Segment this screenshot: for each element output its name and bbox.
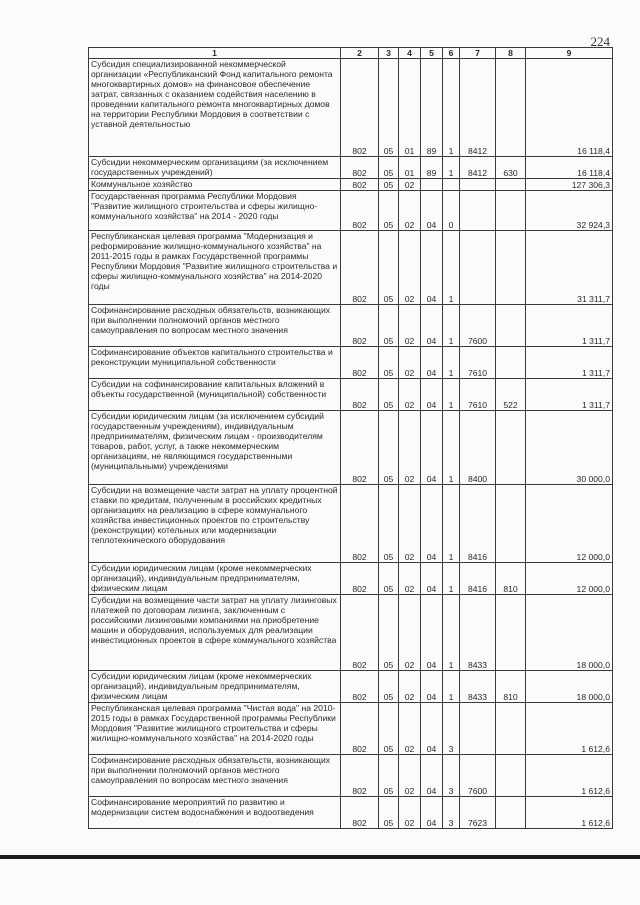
row-name-cell: Софинансирование объектов капитального строительства и реконструкции муниципальной собственности bbox=[89, 347, 341, 379]
article-cell: 7610 bbox=[460, 347, 496, 379]
expense-type-cell: 522 bbox=[496, 379, 526, 411]
amount-cell: 31 311,7 bbox=[526, 231, 613, 305]
article-cell bbox=[460, 191, 496, 231]
section-cell: 05 bbox=[379, 485, 399, 563]
expense-type-cell bbox=[496, 305, 526, 347]
program-cell: 89 bbox=[421, 157, 443, 179]
table-row bbox=[89, 379, 613, 411]
subsection-cell: 02 bbox=[399, 179, 421, 191]
row-name-cell: Субсидии на возмещение части затрат на уплату процентной ставки по кредитам, полученным в российских кредитных организациях на реализацию в сфере коммунального хозяйства инвестиционных проектов по строительству (реконструкции) котельных или модернизации теплотехнического оборудования bbox=[89, 485, 341, 563]
section-cell: 05 bbox=[379, 231, 399, 305]
expense-type-cell bbox=[496, 703, 526, 755]
expense-type-cell bbox=[496, 59, 526, 157]
table-row bbox=[89, 411, 613, 485]
table-row bbox=[89, 595, 613, 671]
subprogram-cell: 3 bbox=[443, 797, 460, 829]
program-cell: 04 bbox=[421, 305, 443, 347]
table-row bbox=[89, 179, 613, 191]
section-cell: 05 bbox=[379, 59, 399, 157]
subsection-cell: 02 bbox=[399, 563, 421, 595]
row-name-cell: Субсидии на возмещение части затрат на уплату лизинговых платежей по договорам лизинга, заключенным с российскими лизинговыми компаниями на приобретение машин и оборудования, используемых для реализации инвестиционных проектов в сфере коммунального хозяйства bbox=[89, 595, 341, 671]
row-name-cell: Республиканская целевая программа "Модернизация и реформирование жилищно-коммунального хозяйства" на 2011-2015 годы в рамках Государственной программы Республики Мордовия "Развитие жилищного строительства и сферы жилищно-коммунального хозяйства" на 2014-2020 годы bbox=[89, 231, 341, 305]
program-cell: 04 bbox=[421, 411, 443, 485]
table-row bbox=[89, 157, 613, 179]
program-cell: 04 bbox=[421, 485, 443, 563]
table-row bbox=[89, 305, 613, 347]
admin-code-cell: 802 bbox=[341, 231, 379, 305]
row-name-cell: Коммунальное хозяйство bbox=[89, 179, 341, 191]
expense-type-cell bbox=[496, 485, 526, 563]
subprogram-cell: 1 bbox=[443, 411, 460, 485]
admin-code-cell: 802 bbox=[341, 797, 379, 829]
program-cell: 04 bbox=[421, 797, 443, 829]
section-cell: 05 bbox=[379, 797, 399, 829]
admin-code-cell: 802 bbox=[341, 703, 379, 755]
expense-type-cell bbox=[496, 347, 526, 379]
row-name-cell: Республиканская целевая программа "Чистая вода" на 2010-2015 годы в рамках Государственной программы Республики Мордовия "Развитие жилищного строительства и сферы жилищно-коммунального хозяйства" на 2014-2020 годы bbox=[89, 703, 341, 755]
amount-cell: 18 000,0 bbox=[526, 595, 613, 671]
subprogram-cell: 3 bbox=[443, 755, 460, 797]
admin-code-cell: 802 bbox=[341, 59, 379, 157]
row-name-cell: Субсидии юридическим лицам (за исключением субсидий государственным учреждениям), индивидуальным предпринимателям, физическим лицам - производителям товаров, работ, услуг, а также некоммерческим организациям, не являющимся государственными (муниципальными) учреждениями bbox=[89, 411, 341, 485]
expense-type-cell bbox=[496, 755, 526, 797]
program-cell: 89 bbox=[421, 59, 443, 157]
section-cell: 05 bbox=[379, 563, 399, 595]
amount-cell: 32 924,3 bbox=[526, 191, 613, 231]
amount-cell: 12 000,0 bbox=[526, 563, 613, 595]
expense-type-cell bbox=[496, 231, 526, 305]
header-cell: 6 bbox=[443, 48, 460, 59]
table-row bbox=[89, 671, 613, 703]
subprogram-cell: 1 bbox=[443, 347, 460, 379]
expense-type-cell: 810 bbox=[496, 563, 526, 595]
header-cell: 4 bbox=[399, 48, 421, 59]
subprogram-cell: 1 bbox=[443, 485, 460, 563]
subsection-cell: 02 bbox=[399, 595, 421, 671]
article-cell: 7610 bbox=[460, 379, 496, 411]
header-cell: 9 bbox=[526, 48, 613, 59]
subprogram-cell: 1 bbox=[443, 305, 460, 347]
header-cell: 3 bbox=[379, 48, 399, 59]
table-row bbox=[89, 347, 613, 379]
table-row bbox=[89, 563, 613, 595]
admin-code-cell: 802 bbox=[341, 179, 379, 191]
row-name-cell: Субсидии на софинансирование капитальных вложений в объекты государственной (муниципальной) собственности bbox=[89, 379, 341, 411]
program-cell: 04 bbox=[421, 191, 443, 231]
subsection-cell: 01 bbox=[399, 59, 421, 157]
table-row bbox=[89, 703, 613, 755]
expense-type-cell: 630 bbox=[496, 157, 526, 179]
section-cell: 05 bbox=[379, 379, 399, 411]
admin-code-cell: 802 bbox=[341, 671, 379, 703]
admin-code-cell: 802 bbox=[341, 157, 379, 179]
section-cell: 05 bbox=[379, 191, 399, 231]
amount-cell: 1 612,6 bbox=[526, 755, 613, 797]
amount-cell: 30 000,0 bbox=[526, 411, 613, 485]
admin-code-cell: 802 bbox=[341, 191, 379, 231]
subsection-cell: 01 bbox=[399, 157, 421, 179]
section-cell: 05 bbox=[379, 305, 399, 347]
section-cell: 05 bbox=[379, 411, 399, 485]
subsection-cell: 02 bbox=[399, 231, 421, 305]
subprogram-cell bbox=[443, 179, 460, 191]
subsection-cell: 02 bbox=[399, 755, 421, 797]
subprogram-cell: 1 bbox=[443, 59, 460, 157]
article-cell: 8433 bbox=[460, 671, 496, 703]
row-name-cell: Софинансирование расходных обязательств, возникающих при выполнении полномочий органов местного самоуправления по вопросам местного значения bbox=[89, 755, 341, 797]
admin-code-cell: 802 bbox=[341, 347, 379, 379]
page-bottom-rule bbox=[0, 855, 640, 859]
expense-type-cell: 810 bbox=[496, 671, 526, 703]
section-cell: 05 bbox=[379, 671, 399, 703]
row-name-cell: Софинансирование расходных обязательств, возникающих при выполнении полномочий органов местного самоуправления по вопросам местного значения bbox=[89, 305, 341, 347]
header-cell: 7 bbox=[460, 48, 496, 59]
table-row bbox=[89, 231, 613, 305]
section-cell: 05 bbox=[379, 179, 399, 191]
row-name-cell: Субсидии некоммерческим организациям (за исключением государственных учреждений) bbox=[89, 157, 341, 179]
subsection-cell: 02 bbox=[399, 305, 421, 347]
admin-code-cell: 802 bbox=[341, 755, 379, 797]
article-cell: 8433 bbox=[460, 595, 496, 671]
admin-code-cell: 802 bbox=[341, 411, 379, 485]
amount-cell: 1 311,7 bbox=[526, 305, 613, 347]
program-cell: 04 bbox=[421, 755, 443, 797]
admin-code-cell: 802 bbox=[341, 563, 379, 595]
row-name-cell: Субсидия специализированной некоммерческой организации «Республиканский Фонд капитального ремонта многоквартирных домов» на финансовое обеспечение затрат, связанных с оказанием содействия населению в проведении капитального ремонта многоквартирных домов на территории Республики Мордовия в соответствии с уставной деятельностью bbox=[89, 59, 341, 157]
expense-type-cell bbox=[496, 191, 526, 231]
amount-cell: 1 612,6 bbox=[526, 703, 613, 755]
row-name-cell: Субсидии юридическим лицам (кроме некоммерческих организаций), индивидуальным предпринимателям, физическим лицам bbox=[89, 563, 341, 595]
section-cell: 05 bbox=[379, 703, 399, 755]
program-cell bbox=[421, 179, 443, 191]
amount-cell: 1 612,6 bbox=[526, 797, 613, 829]
admin-code-cell: 802 bbox=[341, 305, 379, 347]
subprogram-cell: 1 bbox=[443, 563, 460, 595]
article-cell: 8412 bbox=[460, 59, 496, 157]
subsection-cell: 02 bbox=[399, 671, 421, 703]
table-row bbox=[89, 755, 613, 797]
amount-cell: 16 118,4 bbox=[526, 59, 613, 157]
expense-type-cell bbox=[496, 179, 526, 191]
program-cell: 04 bbox=[421, 595, 443, 671]
subprogram-cell: 3 bbox=[443, 703, 460, 755]
article-cell: 8416 bbox=[460, 485, 496, 563]
subsection-cell: 02 bbox=[399, 411, 421, 485]
subsection-cell: 02 bbox=[399, 347, 421, 379]
amount-cell: 127 306,3 bbox=[526, 179, 613, 191]
admin-code-cell: 802 bbox=[341, 595, 379, 671]
amount-cell: 18 000,0 bbox=[526, 671, 613, 703]
article-cell: 8400 bbox=[460, 411, 496, 485]
article-cell bbox=[460, 179, 496, 191]
page-number: 224 bbox=[590, 34, 610, 49]
subprogram-cell: 1 bbox=[443, 231, 460, 305]
table-row bbox=[89, 485, 613, 563]
budget-table bbox=[88, 47, 613, 829]
program-cell: 04 bbox=[421, 703, 443, 755]
row-name-cell: Софинансирование мероприятий по развитию и модернизации систем водоснабжения и водоотведения bbox=[89, 797, 341, 829]
program-cell: 04 bbox=[421, 671, 443, 703]
subsection-cell: 02 bbox=[399, 797, 421, 829]
article-cell: 7600 bbox=[460, 305, 496, 347]
header-cell: 1 bbox=[89, 48, 341, 59]
amount-cell: 1 311,7 bbox=[526, 347, 613, 379]
admin-code-cell: 802 bbox=[341, 379, 379, 411]
subsection-cell: 02 bbox=[399, 191, 421, 231]
program-cell: 04 bbox=[421, 379, 443, 411]
article-cell bbox=[460, 231, 496, 305]
row-name-cell: Субсидии юридическим лицам (кроме некоммерческих организаций), индивидуальным предпринимателям, физическим лицам bbox=[89, 671, 341, 703]
subprogram-cell: 1 bbox=[443, 157, 460, 179]
header-cell: 5 bbox=[421, 48, 443, 59]
subsection-cell: 02 bbox=[399, 379, 421, 411]
admin-code-cell: 802 bbox=[341, 485, 379, 563]
table-row bbox=[89, 59, 613, 157]
section-cell: 05 bbox=[379, 157, 399, 179]
article-cell: 8416 bbox=[460, 563, 496, 595]
expense-type-cell bbox=[496, 411, 526, 485]
amount-cell: 1 311,7 bbox=[526, 379, 613, 411]
article-cell: 7623 bbox=[460, 797, 496, 829]
expense-type-cell bbox=[496, 797, 526, 829]
program-cell: 04 bbox=[421, 563, 443, 595]
table-header-row bbox=[89, 48, 613, 59]
article-cell bbox=[460, 703, 496, 755]
amount-cell: 12 000,0 bbox=[526, 485, 613, 563]
subprogram-cell: 1 bbox=[443, 595, 460, 671]
section-cell: 05 bbox=[379, 755, 399, 797]
subprogram-cell: 1 bbox=[443, 671, 460, 703]
expense-type-cell bbox=[496, 595, 526, 671]
section-cell: 05 bbox=[379, 347, 399, 379]
amount-cell: 16 118,4 bbox=[526, 157, 613, 179]
subsection-cell: 02 bbox=[399, 485, 421, 563]
section-cell: 05 bbox=[379, 595, 399, 671]
subprogram-cell: 1 bbox=[443, 379, 460, 411]
row-name-cell: Государственная программа Республики Мордовия "Развитие жилищного строительства и сферы жилищно-коммунального хозяйства" на 2014 - 2020 годы bbox=[89, 191, 341, 231]
table-row bbox=[89, 191, 613, 231]
article-cell: 7600 bbox=[460, 755, 496, 797]
subprogram-cell: 0 bbox=[443, 191, 460, 231]
header-cell: 8 bbox=[496, 48, 526, 59]
program-cell: 04 bbox=[421, 231, 443, 305]
program-cell: 04 bbox=[421, 347, 443, 379]
table-row bbox=[89, 797, 613, 829]
subsection-cell: 02 bbox=[399, 703, 421, 755]
header-cell: 2 bbox=[341, 48, 379, 59]
article-cell: 8412 bbox=[460, 157, 496, 179]
